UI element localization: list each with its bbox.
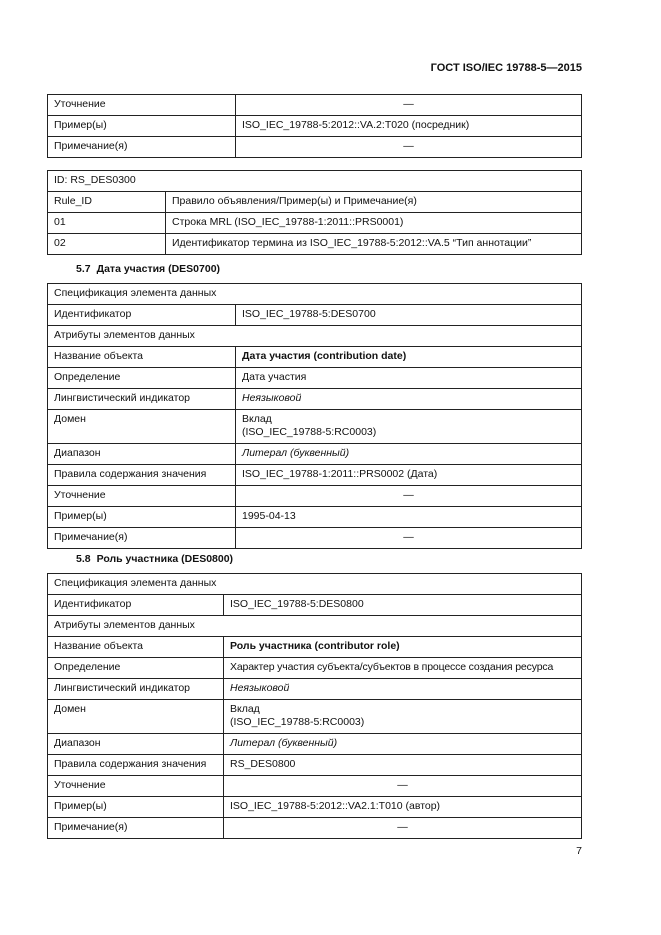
- table-row: [48, 171, 582, 192]
- table-row: [48, 326, 582, 347]
- row-label: Лингвистический индикатор: [48, 679, 224, 700]
- domain-line-1: Вклад: [230, 703, 260, 715]
- row-value: Литерал (буквенный): [236, 444, 582, 465]
- table-row: [48, 284, 582, 305]
- refinement-table-top: [47, 94, 582, 158]
- row-value: —: [224, 776, 582, 797]
- table-row: [48, 234, 582, 255]
- row-value: Дата участия: [236, 368, 582, 389]
- rule-id-title: ID: RS_DES0300: [48, 171, 582, 192]
- table-row: [48, 734, 582, 755]
- row-label: Определение: [48, 368, 236, 389]
- rule-id-cell: 01: [48, 213, 166, 234]
- row-label: Определение: [48, 658, 224, 679]
- domain-line-2: (ISO_IEC_19788-5:RC0003): [230, 716, 365, 728]
- spec-heading: Спецификация элемента данных: [48, 284, 582, 305]
- row-value: [236, 410, 582, 444]
- row-label: Название объекта: [48, 347, 236, 368]
- row-value: Характер участия субъекта/субъектов в процессе создания ресурса: [224, 658, 582, 679]
- rule-table: [47, 170, 582, 255]
- row-value: RS_DES0800: [224, 755, 582, 776]
- table-row: [48, 137, 582, 158]
- row-label: Примечание(я): [48, 137, 236, 158]
- table-row: [48, 347, 582, 368]
- column-header: Правило объявления/Пример(ы) и Примечание(я): [166, 192, 582, 213]
- table-header-row: [48, 192, 582, 213]
- attributes-heading: Атрибуты элементов данных: [48, 616, 582, 637]
- table-row: [48, 368, 582, 389]
- table-row: [48, 700, 582, 734]
- row-label: Идентификатор: [48, 305, 236, 326]
- row-value: ISO_IEC_19788-1:2011::PRS0002 (Дата): [236, 465, 582, 486]
- table-row: [48, 507, 582, 528]
- section-title: Дата участия (DES0700): [96, 263, 221, 275]
- row-label: Диапазон: [48, 734, 224, 755]
- row-value: Дата участия (contribution date): [236, 347, 582, 368]
- table-row: [48, 410, 582, 444]
- table-row: [48, 679, 582, 700]
- row-value: ISO_IEC_19788-5:2012::VA2.1:T010 (автор): [224, 797, 582, 818]
- table-row: [48, 776, 582, 797]
- row-label: Пример(ы): [48, 116, 236, 137]
- row-label: Уточнение: [48, 776, 224, 797]
- section-heading-5-7: [76, 263, 220, 275]
- row-label: Диапазон: [48, 444, 236, 465]
- table-row: [48, 797, 582, 818]
- data-element-table-des0800: [47, 573, 582, 839]
- rule-id-cell: 02: [48, 234, 166, 255]
- table-row: [48, 389, 582, 410]
- row-label: Правила содержания значения: [48, 755, 224, 776]
- row-label: Пример(ы): [48, 507, 236, 528]
- table-row: [48, 637, 582, 658]
- row-label: Правила содержания значения: [48, 465, 236, 486]
- section-heading-5-8: [76, 553, 233, 565]
- table-row: [48, 755, 582, 776]
- domain-line-2: (ISO_IEC_19788-5:RC0003): [242, 426, 377, 438]
- rule-text-cell: Идентификатор термина из ISO_IEC_19788-5:2012::VA.5 “Тип аннотации”: [166, 234, 582, 255]
- table-row: [48, 595, 582, 616]
- row-label: Домен: [48, 700, 224, 734]
- row-value: Неязыковой: [224, 679, 582, 700]
- row-label: Лингвистический индикатор: [48, 389, 236, 410]
- table-row: [48, 658, 582, 679]
- table-row: [48, 305, 582, 326]
- row-label: Уточнение: [48, 95, 236, 116]
- row-label: Уточнение: [48, 486, 236, 507]
- attributes-heading: Атрибуты элементов данных: [48, 326, 582, 347]
- table-row: [48, 818, 582, 839]
- table-row: [48, 528, 582, 549]
- table-row: [48, 95, 582, 116]
- row-value: —: [236, 137, 582, 158]
- page-number: 7: [576, 845, 582, 857]
- domain-line-1: Вклад: [242, 413, 272, 425]
- row-value: ISO_IEC_19788-5:2012::VA.2:T020 (посредник): [236, 116, 582, 137]
- column-header: Rule_ID: [48, 192, 166, 213]
- row-value: Неязыковой: [236, 389, 582, 410]
- row-value: ISO_IEC_19788-5:DES0800: [224, 595, 582, 616]
- table-row: [48, 616, 582, 637]
- table-row: [48, 213, 582, 234]
- row-value: —: [236, 528, 582, 549]
- rule-text-cell: Строка MRL (ISO_IEC_19788-1:2011::PRS0001): [166, 213, 582, 234]
- table-row: [48, 116, 582, 137]
- table-row: [48, 574, 582, 595]
- row-label: Домен: [48, 410, 236, 444]
- row-value: [224, 700, 582, 734]
- row-label: Название объекта: [48, 637, 224, 658]
- section-title: Роль участника (DES0800): [96, 553, 234, 565]
- row-value: Литерал (буквенный): [224, 734, 582, 755]
- table-row: [48, 465, 582, 486]
- row-label: Пример(ы): [48, 797, 224, 818]
- row-value: —: [236, 95, 582, 116]
- document-header: ГОСТ ISO/IEC 19788-5—2015: [430, 62, 582, 74]
- row-label: Идентификатор: [48, 595, 224, 616]
- section-number: 5.8: [76, 553, 91, 565]
- data-element-table-des0700: [47, 283, 582, 549]
- table-row: [48, 486, 582, 507]
- row-label: Примечание(я): [48, 528, 236, 549]
- row-value: 1995-04-13: [236, 507, 582, 528]
- row-value: —: [236, 486, 582, 507]
- row-value: ISO_IEC_19788-5:DES0700: [236, 305, 582, 326]
- row-label: Примечание(я): [48, 818, 224, 839]
- row-value: Роль участника (contributor role): [224, 637, 582, 658]
- section-number: 5.7: [76, 263, 91, 275]
- table-row: [48, 444, 582, 465]
- spec-heading: Спецификация элемента данных: [48, 574, 582, 595]
- row-value: —: [224, 818, 582, 839]
